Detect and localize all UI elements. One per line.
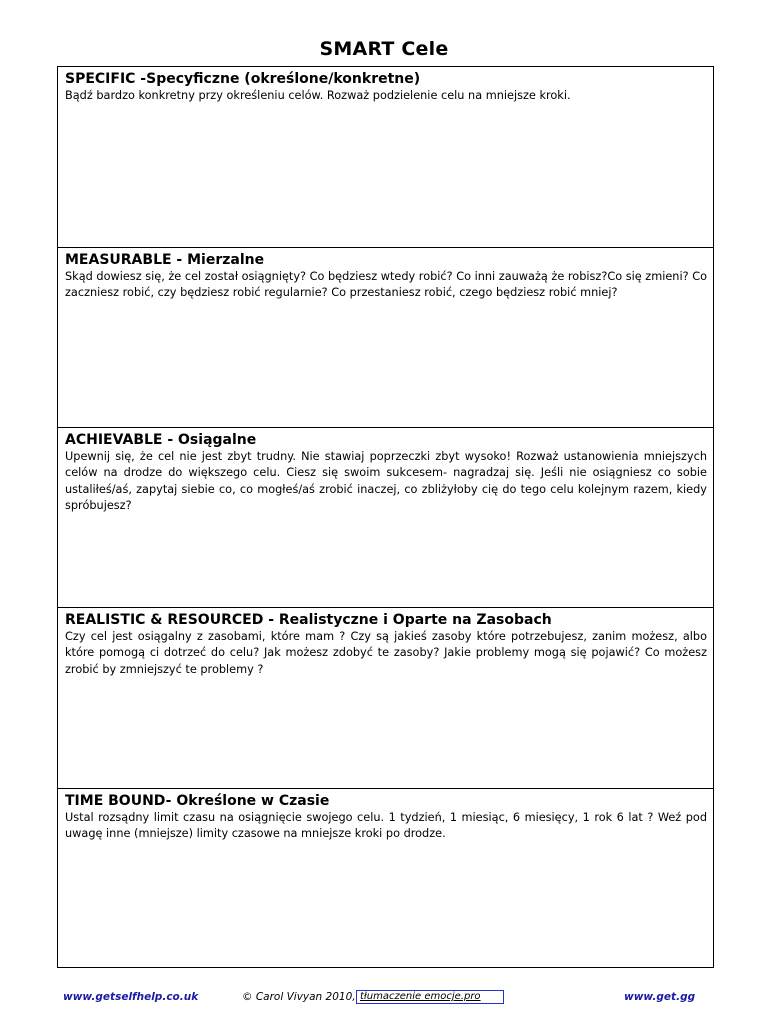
section-description: Upewnij się, że cel nie jest zbyt trudny. Nie stawiaj poprzeczki zbyt wysoko! Rozważ ustanowienia mniejszych celów na drodze do większego celu. Ciesz się swoim sukcesem- nagradzaj się. Jeśli nie osiągniesz co sobie ustaliłeś/aś, zapytaj siebie co, co mogłeś/aś zrobić inaczej, co zbliżyłoby cię do tego celu kolejnym razem, kiedy spróbujesz?: [65, 450, 707, 512]
section-achievable: [58, 427, 713, 607]
translation-credit-box[interactable]: tłumaczenie emocje.pro: [356, 990, 504, 1004]
section-specific: [58, 67, 713, 247]
section-heading: SPECIFIC -Specyficzne (określone/konkretne): [65, 71, 421, 87]
smart-goals-table: [57, 66, 714, 968]
page-title: SMART Cele: [319, 38, 449, 60]
get-gg-link[interactable]: www.get.gg: [624, 991, 696, 1003]
section-heading: REALISTIC & RESOURCED - Realistyczne i Oparte na Zasobach: [65, 612, 552, 628]
section-description: Skąd dowiesz się, że cel został osiągnięty? Co będziesz wtedy robić? Co inni zauważą że robisz?Co się zmieni? Co zaczniesz robić, czy będziesz robić regularnie? Co przestaniesz robić, czego będziesz robić mniej?: [65, 270, 707, 300]
section-measurable: [58, 247, 713, 427]
section-description: Czy cel jest osiągalny z zasobami, które mam ? Czy są jakieś zasoby które potrzebujesz, zanim możesz, albo które pomogą ci dotrzeć do celu? Jak możesz zdobyć te zasoby? Jakie problemy mogą się pojawić? Co możesz zrobić by zmniejszyć te problemy ?: [65, 630, 707, 676]
copyright-text: © Carol Vivyan 2010,: [242, 991, 356, 1003]
section-heading: TIME BOUND- Określone w Czasie: [65, 793, 330, 809]
page-footer: [0, 991, 768, 1007]
getselfhelp-link[interactable]: www.getselfhelp.co.uk: [63, 991, 199, 1003]
section-time-bound: [58, 788, 713, 967]
section-description: Ustal rozsądny limit czasu na osiągnięcie swojego celu. 1 tydzień, 1 miesiąc, 6 miesięcy, 1 rok 6 lat ? Weź pod uwagę inne (mniejsze) limity czasowe na mniejsze kroki po drodze.: [65, 811, 707, 841]
section-heading: ACHIEVABLE - Osiągalne: [65, 432, 257, 448]
section-realistic-resourced: [58, 607, 713, 788]
section-heading: MEASURABLE - Mierzalne: [65, 252, 265, 268]
section-description: Bądź bardzo konkretny przy określeniu celów. Rozważ podzielenie celu na mniejsze kroki.: [65, 89, 571, 102]
